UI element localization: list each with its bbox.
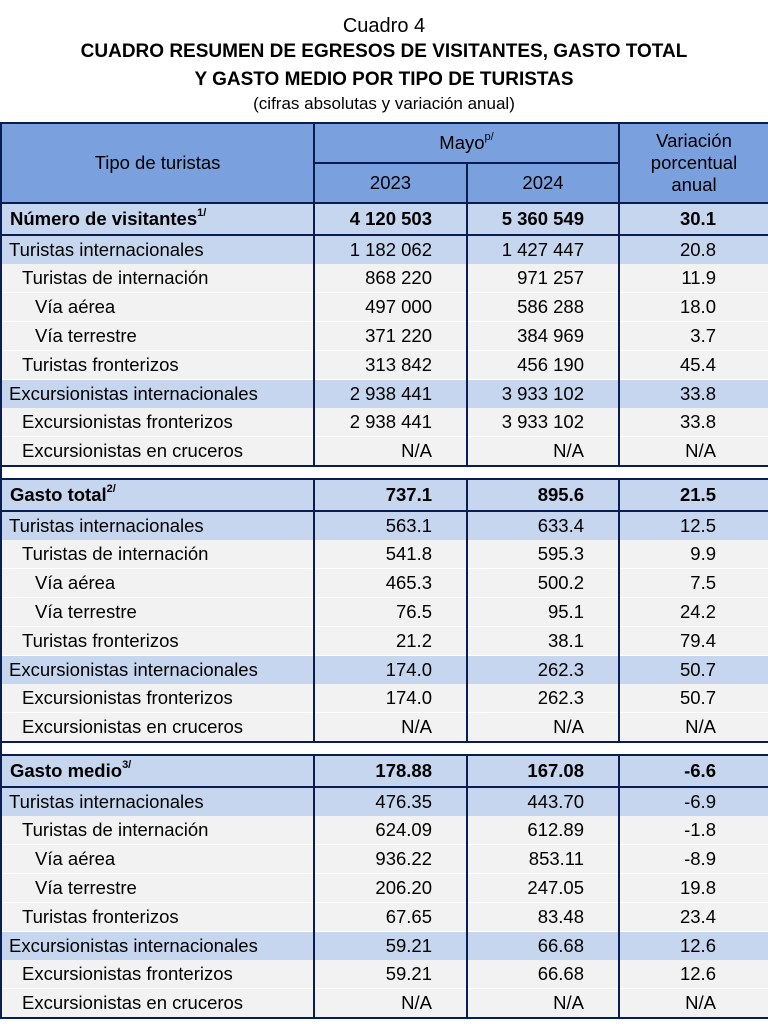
- row-label: Turistas de internación: [1, 540, 314, 569]
- section-title-text: Número de visitantes: [10, 208, 198, 229]
- variation-value: 20.8: [619, 235, 768, 264]
- table-row: [1, 656, 768, 685]
- table-row: [1, 787, 768, 816]
- section-total-row: [1, 203, 768, 235]
- mayo-label: Mayo: [439, 132, 485, 153]
- value-2023: N/A: [314, 713, 467, 743]
- column-header-2024: 2024: [467, 163, 619, 203]
- value-2024: 456 190: [467, 351, 619, 380]
- row-label: Vía aérea: [1, 569, 314, 598]
- value-2024: 500.2: [467, 569, 619, 598]
- table-row: [1, 874, 768, 903]
- table-row: [1, 816, 768, 845]
- value-2024: 38.1: [467, 627, 619, 656]
- value-2024: 595.3: [467, 540, 619, 569]
- table-title-line-1: CUADRO RESUMEN DE EGRESOS DE VISITANTES, GASTO TOTAL: [80, 41, 688, 62]
- table-row: [1, 713, 768, 743]
- value-2024: 853.11: [467, 845, 619, 874]
- row-label: Turistas fronterizos: [1, 903, 314, 932]
- variation-value: 30.1: [619, 203, 768, 235]
- variation-value: 9.9: [619, 540, 768, 569]
- value-2024: 384 969: [467, 322, 619, 351]
- table-number: Cuadro 4: [342, 15, 426, 37]
- row-label: Vía terrestre: [1, 322, 314, 351]
- table-row: [1, 932, 768, 961]
- value-2023: 868 220: [314, 264, 467, 293]
- table-row: [1, 322, 768, 351]
- column-header-2023: 2023: [314, 163, 467, 203]
- table-row: [1, 598, 768, 627]
- table-row: [1, 408, 768, 437]
- table-row: [1, 437, 768, 467]
- value-2024: 5 360 549: [467, 203, 619, 235]
- section-title: [1, 755, 314, 787]
- row-label: Turistas internacionales: [1, 511, 314, 540]
- section-total-row: [1, 755, 768, 787]
- section-divider-cell: [1, 466, 768, 479]
- value-2023: 371 220: [314, 322, 467, 351]
- row-label: Turistas internacionales: [1, 235, 314, 264]
- row-label: Excursionistas fronterizos: [1, 408, 314, 437]
- row-label: Turistas fronterizos: [1, 627, 314, 656]
- column-header-tipo: Tipo de turistas: [1, 123, 314, 203]
- value-2024: 971 257: [467, 264, 619, 293]
- value-2024: 3 933 102: [467, 380, 619, 409]
- value-2023: 59.21: [314, 932, 467, 961]
- table-row: [1, 989, 768, 1019]
- variation-value: 33.8: [619, 408, 768, 437]
- value-2023: 174.0: [314, 656, 467, 685]
- table-row: [1, 380, 768, 409]
- row-label: Turistas internacionales: [1, 787, 314, 816]
- table-row: [1, 845, 768, 874]
- variation-value: 12.6: [619, 932, 768, 961]
- value-2023: 465.3: [314, 569, 467, 598]
- value-2023: 67.65: [314, 903, 467, 932]
- section-footnote-mark: 3/: [122, 759, 132, 771]
- variation-value: 45.4: [619, 351, 768, 380]
- table-row: [1, 569, 768, 598]
- variation-value: -8.9: [619, 845, 768, 874]
- row-label: Vía terrestre: [1, 598, 314, 627]
- summary-table: [0, 122, 768, 1019]
- value-2024: 95.1: [467, 598, 619, 627]
- row-label: Vía aérea: [1, 293, 314, 322]
- row-label: Excursionistas internacionales: [1, 932, 314, 961]
- row-label: Excursionistas fronterizos: [1, 960, 314, 989]
- value-2024: 443.70: [467, 787, 619, 816]
- table-header: [1, 123, 768, 203]
- value-2024: 612.89: [467, 816, 619, 845]
- variation-value: 23.4: [619, 903, 768, 932]
- value-2024: 262.3: [467, 656, 619, 685]
- value-2023: 737.1: [314, 479, 467, 511]
- value-2024: 1 427 447: [467, 235, 619, 264]
- value-2023: 624.09: [314, 816, 467, 845]
- variation-value: N/A: [619, 437, 768, 467]
- variacion-label-line-2: porcentual: [650, 152, 738, 173]
- row-label: Excursionistas fronterizos: [1, 684, 314, 713]
- variation-value: N/A: [619, 713, 768, 743]
- section-title: [1, 479, 314, 511]
- variation-value: 3.7: [619, 322, 768, 351]
- value-2024: 262.3: [467, 684, 619, 713]
- value-2023: 541.8: [314, 540, 467, 569]
- section-divider-cell: [1, 742, 768, 755]
- document-header: [0, 0, 768, 114]
- variation-value: -6.6: [619, 755, 768, 787]
- value-2024: 633.4: [467, 511, 619, 540]
- row-label: Turistas de internación: [1, 264, 314, 293]
- value-2023: 497 000: [314, 293, 467, 322]
- value-2024: N/A: [467, 989, 619, 1019]
- value-2024: 83.48: [467, 903, 619, 932]
- value-2023: 59.21: [314, 960, 467, 989]
- variation-value: 50.7: [619, 684, 768, 713]
- variation-value: 19.8: [619, 874, 768, 903]
- row-label: Excursionistas internacionales: [1, 656, 314, 685]
- value-2024: 895.6: [467, 479, 619, 511]
- variation-value: 11.9: [619, 264, 768, 293]
- value-2024: 586 288: [467, 293, 619, 322]
- value-2023: 178.88: [314, 755, 467, 787]
- row-label: Excursionistas en cruceros: [1, 713, 314, 743]
- variacion-label-line-1: Variación: [656, 130, 732, 151]
- section-title: [1, 203, 314, 235]
- value-2024: 66.68: [467, 960, 619, 989]
- variation-value: 50.7: [619, 656, 768, 685]
- row-label: Excursionistas internacionales: [1, 380, 314, 409]
- table-row: [1, 264, 768, 293]
- value-2023: 313 842: [314, 351, 467, 380]
- value-2023: N/A: [314, 989, 467, 1019]
- table-row: [1, 540, 768, 569]
- variation-value: -1.8: [619, 816, 768, 845]
- table-body: [1, 203, 768, 1018]
- section-title-text: Gasto total: [10, 484, 107, 505]
- value-2023: 2 938 441: [314, 408, 467, 437]
- value-2023: 76.5: [314, 598, 467, 627]
- value-2023: 174.0: [314, 684, 467, 713]
- value-2023: 476.35: [314, 787, 467, 816]
- section-footnote-mark: 2/: [106, 483, 116, 495]
- value-2024: 167.08: [467, 755, 619, 787]
- variation-value: 7.5: [619, 569, 768, 598]
- variation-value: 33.8: [619, 380, 768, 409]
- variation-value: 21.5: [619, 479, 768, 511]
- row-label: Excursionistas en cruceros: [1, 989, 314, 1019]
- mayo-footnote-mark: p/: [484, 131, 494, 143]
- table-title-line-2: Y GASTO MEDIO POR TIPO DE TURISTAS: [194, 69, 574, 90]
- variation-value: 18.0: [619, 293, 768, 322]
- value-2024: 3 933 102: [467, 408, 619, 437]
- variation-value: N/A: [619, 989, 768, 1019]
- row-label: Vía aérea: [1, 845, 314, 874]
- variation-value: 79.4: [619, 627, 768, 656]
- value-2024: N/A: [467, 437, 619, 467]
- variation-value: -6.9: [619, 787, 768, 816]
- table-row: [1, 903, 768, 932]
- value-2023: 936.22: [314, 845, 467, 874]
- value-2024: 66.68: [467, 932, 619, 961]
- row-label: Turistas de internación: [1, 816, 314, 845]
- value-2023: 21.2: [314, 627, 467, 656]
- table-row: [1, 293, 768, 322]
- value-2023: 4 120 503: [314, 203, 467, 235]
- table-row: [1, 627, 768, 656]
- variation-value: 12.5: [619, 511, 768, 540]
- table-subtitle: (cifras absolutas y variación anual): [253, 94, 515, 113]
- column-header-variacion: [619, 123, 768, 203]
- value-2023: 1 182 062: [314, 235, 467, 264]
- table-row: [1, 351, 768, 380]
- value-2024: 247.05: [467, 874, 619, 903]
- table-row: [1, 235, 768, 264]
- variation-value: 12.6: [619, 960, 768, 989]
- section-title-text: Gasto medio: [10, 760, 123, 781]
- variacion-label-line-3: anual: [671, 174, 717, 195]
- table-row: [1, 684, 768, 713]
- value-2023: 206.20: [314, 874, 467, 903]
- value-2023: N/A: [314, 437, 467, 467]
- variation-value: 24.2: [619, 598, 768, 627]
- section-footnote-mark: 1/: [197, 207, 207, 219]
- row-label: Turistas fronterizos: [1, 351, 314, 380]
- section-divider: [1, 742, 768, 755]
- section-divider: [1, 466, 768, 479]
- column-header-mayo: [314, 123, 619, 163]
- row-label: Excursionistas en cruceros: [1, 437, 314, 467]
- value-2023: 563.1: [314, 511, 467, 540]
- value-2023: 2 938 441: [314, 380, 467, 409]
- row-label: Vía terrestre: [1, 874, 314, 903]
- table-row: [1, 960, 768, 989]
- value-2024: N/A: [467, 713, 619, 743]
- section-total-row: [1, 479, 768, 511]
- table-row: [1, 511, 768, 540]
